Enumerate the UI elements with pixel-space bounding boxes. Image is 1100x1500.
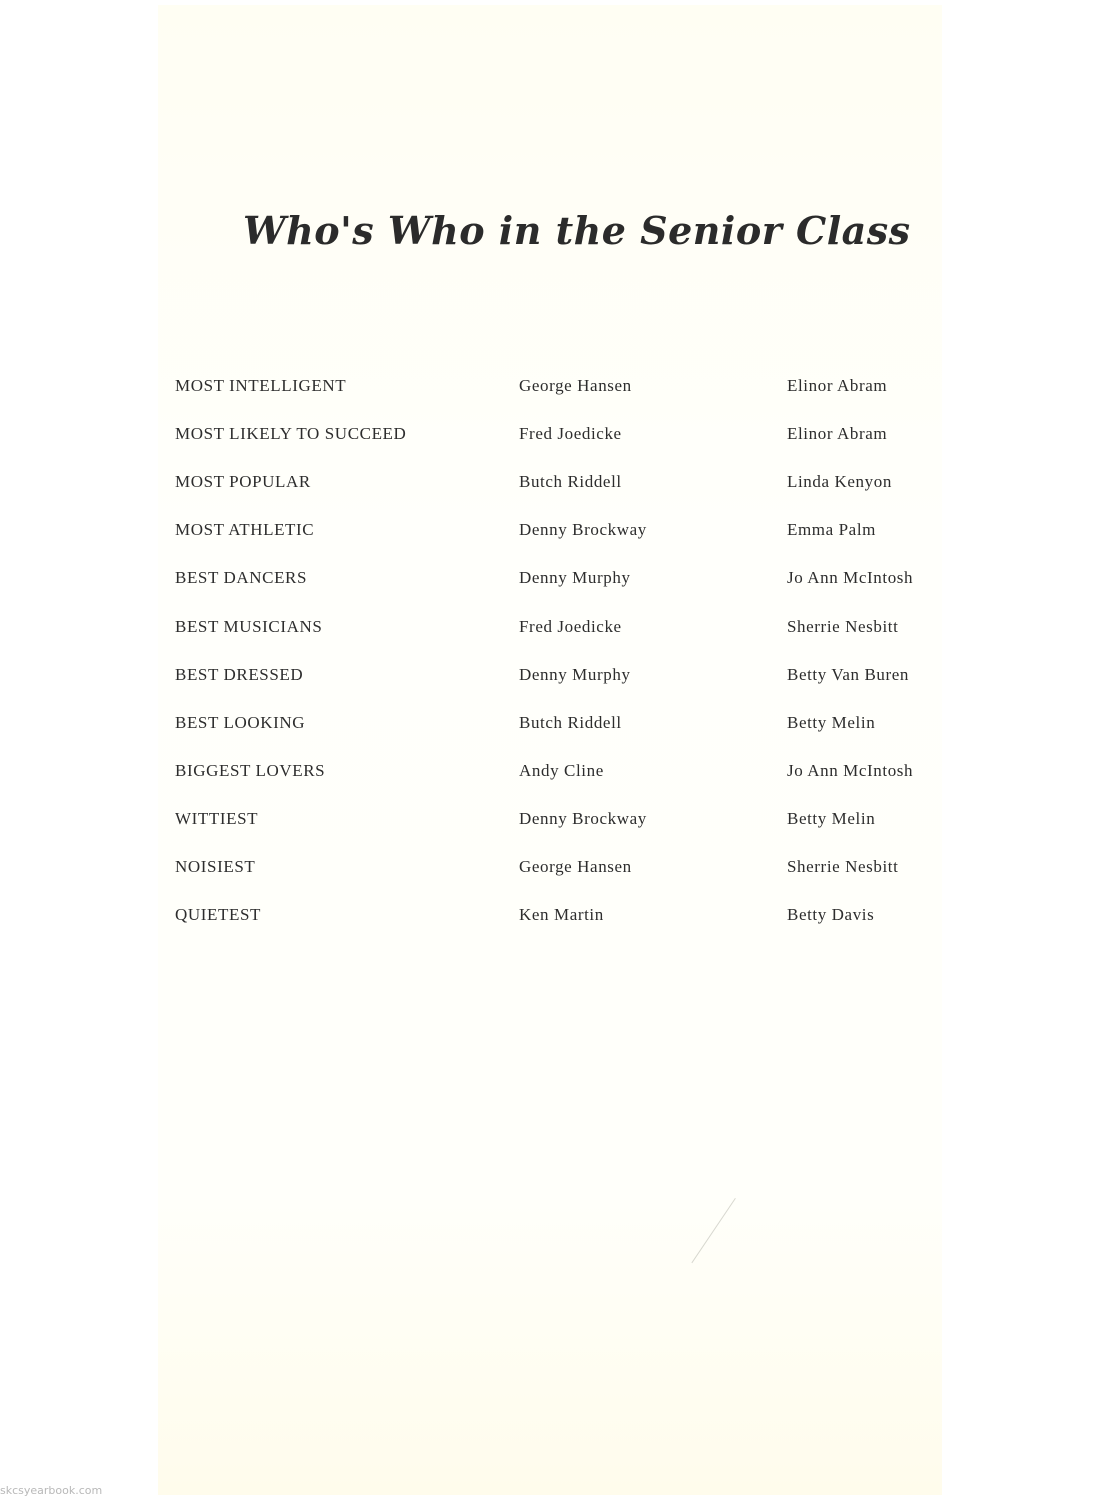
award-category: BIGGEST LOVERS	[175, 761, 326, 780]
award-boy-name: Fred Joedicke	[519, 424, 622, 443]
award-girl-name: Jo Ann McIntosh	[787, 761, 914, 780]
award-category: BEST MUSICIANS	[175, 617, 323, 636]
award-girl-name: Linda Kenyon	[787, 472, 892, 491]
award-row	[0, 424, 1100, 454]
award-row	[0, 713, 1100, 743]
award-girl-name: Elinor Abram	[787, 376, 888, 395]
award-boy-name: Ken Martin	[519, 905, 604, 924]
award-boy-name: George Hansen	[519, 857, 632, 876]
page-title: Who's Who in the Senior Class	[243, 208, 911, 253]
award-boy-name: Fred Joedicke	[519, 617, 622, 636]
award-boy-name: Denny Murphy	[519, 665, 631, 684]
award-girl-name: Jo Ann McIntosh	[787, 568, 914, 587]
award-category: MOST ATHLETIC	[175, 520, 315, 539]
award-girl-name: Elinor Abram	[787, 424, 888, 443]
award-boy-name: Denny Murphy	[519, 568, 631, 587]
award-boy-name: Butch Riddell	[519, 472, 622, 491]
award-girl-name: Betty Davis	[787, 905, 875, 924]
award-category: QUIETEST	[175, 905, 262, 924]
award-girl-name: Betty Melin	[787, 809, 876, 828]
award-boy-name: Andy Cline	[519, 761, 604, 780]
award-row	[0, 761, 1100, 791]
award-girl-name: Betty Melin	[787, 713, 876, 732]
award-row	[0, 520, 1100, 550]
award-category: BEST DANCERS	[175, 568, 308, 587]
award-boy-name: Denny Brockway	[519, 520, 647, 539]
award-girl-name: Sherrie Nesbitt	[787, 857, 899, 876]
award-girl-name: Sherrie Nesbitt	[787, 617, 899, 636]
award-row	[0, 568, 1100, 598]
award-row	[0, 472, 1100, 502]
award-boy-name: George Hansen	[519, 376, 632, 395]
site-watermark: skcsyearbook.com	[0, 1484, 103, 1497]
award-girl-name: Betty Van Buren	[787, 665, 910, 684]
award-row	[0, 617, 1100, 647]
award-boy-name: Butch Riddell	[519, 713, 622, 732]
award-category: NOISIEST	[175, 857, 256, 876]
award-category: BEST DRESSED	[175, 665, 304, 684]
award-category: MOST LIKELY TO SUCCEED	[175, 424, 407, 443]
award-row	[0, 905, 1100, 935]
award-row	[0, 376, 1100, 406]
award-row	[0, 665, 1100, 695]
award-row	[0, 809, 1100, 839]
award-row	[0, 857, 1100, 887]
award-category: MOST INTELLIGENT	[175, 376, 347, 395]
award-category: MOST POPULAR	[175, 472, 311, 491]
award-boy-name: Denny Brockway	[519, 809, 647, 828]
award-girl-name: Emma Palm	[787, 520, 876, 539]
award-category: WITTIEST	[175, 809, 259, 828]
award-category: BEST LOOKING	[175, 713, 306, 732]
